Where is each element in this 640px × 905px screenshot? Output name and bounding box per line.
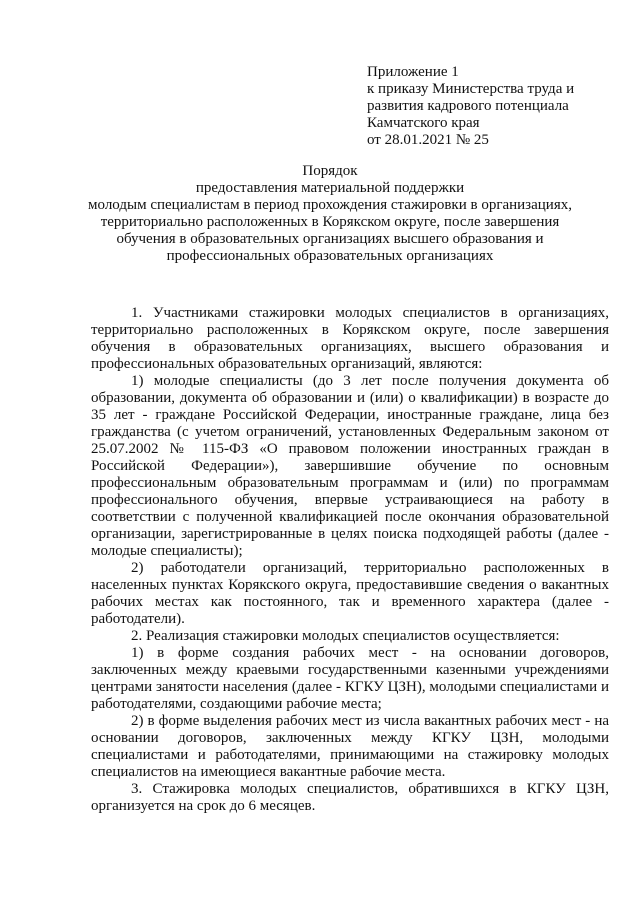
paragraph-2-1: 1) в форме создания рабочих мест - на основании договоров, заключенных между краевыми государственными казенными учреждениями центрами занятости населения (далее - КГКУ ЦЗН), молодыми специалистами и работодателями, создающими рабочие места; — [91, 645, 609, 712]
appendix-line: развития кадрового потенциала — [367, 98, 569, 114]
title-line: молодым специалистам в период прохождения стажировки в организациях, — [88, 197, 572, 213]
document-body — [91, 305, 609, 815]
appendix-line: Приложение 1 — [367, 64, 459, 80]
paragraph-3: 3. Стажировка молодых специалистов, обратившихся в КГКУ ЦЗН, организуется на срок до 6 месяцев. — [91, 781, 609, 814]
appendix-line: к приказу Министерства труда и — [367, 81, 575, 97]
title-line: обучения в образовательных организациях высшего образования и — [116, 231, 544, 247]
appendix-header — [367, 64, 617, 149]
paragraph-2: 2. Реализация стажировки молодых специалистов осуществляется: — [131, 628, 560, 644]
title-line: территориально расположенных в Корякском округе, после завершения — [100, 214, 560, 230]
document-title — [80, 163, 580, 265]
appendix-line: от 28.01.2021 № 25 — [367, 132, 489, 148]
title-line: предоставления материальной поддержки — [195, 180, 465, 196]
paragraph-1-1: 1) молодые специалисты (до 3 лет после получения документа об образовании, документа об образовании и (или) о квалификации) в возрасте до 35 лет - граждане Российской Федерации, иностранные граждане, лица без гражданства (с учетом ограничений, установленных Федеральным законом от 25.07.2002 № 115-ФЗ «О правовом положении иностранных граждан в Российской Федерации»), завершившие обучение по основным профессиональным образовательным программам и (или) по программам профессионального обучения, впервые устраивающиеся на работу в соответствии с полученной квалификацией после окончания образовательной организации, зарегистрированные в целях поиска подходящей работы (далее - молодые специалисты); — [91, 373, 609, 559]
paragraph-1: 1. Участниками стажировки молодых специалистов в организациях, территориально расположенных в Корякском округе, после завершения обучения в образовательных организациях, высшего образования и профессиональных образовательных организаций, являются: — [91, 305, 609, 372]
appendix-line: Камчатского края — [367, 115, 480, 131]
paragraph-2-2: 2) в форме выделения рабочих мест из числа вакантных рабочих мест - на основании договоров, заключенных между КГКУ ЦЗН, молодыми специалистами и работодателями, принимающими на стажировку молодых специалистов на имеющиеся вакантные рабочие места. — [91, 713, 609, 780]
title-line: профессиональных образовательных организациях — [166, 248, 494, 264]
paragraph-1-2: 2) работодатели организаций, территориально расположенных в населенных пунктах Корякского округа, предоставившие сведения о вакантных рабочих местах как постоянного, так и временного характера (далее - работодатели). — [91, 560, 609, 627]
title-line: Порядок — [302, 163, 358, 179]
